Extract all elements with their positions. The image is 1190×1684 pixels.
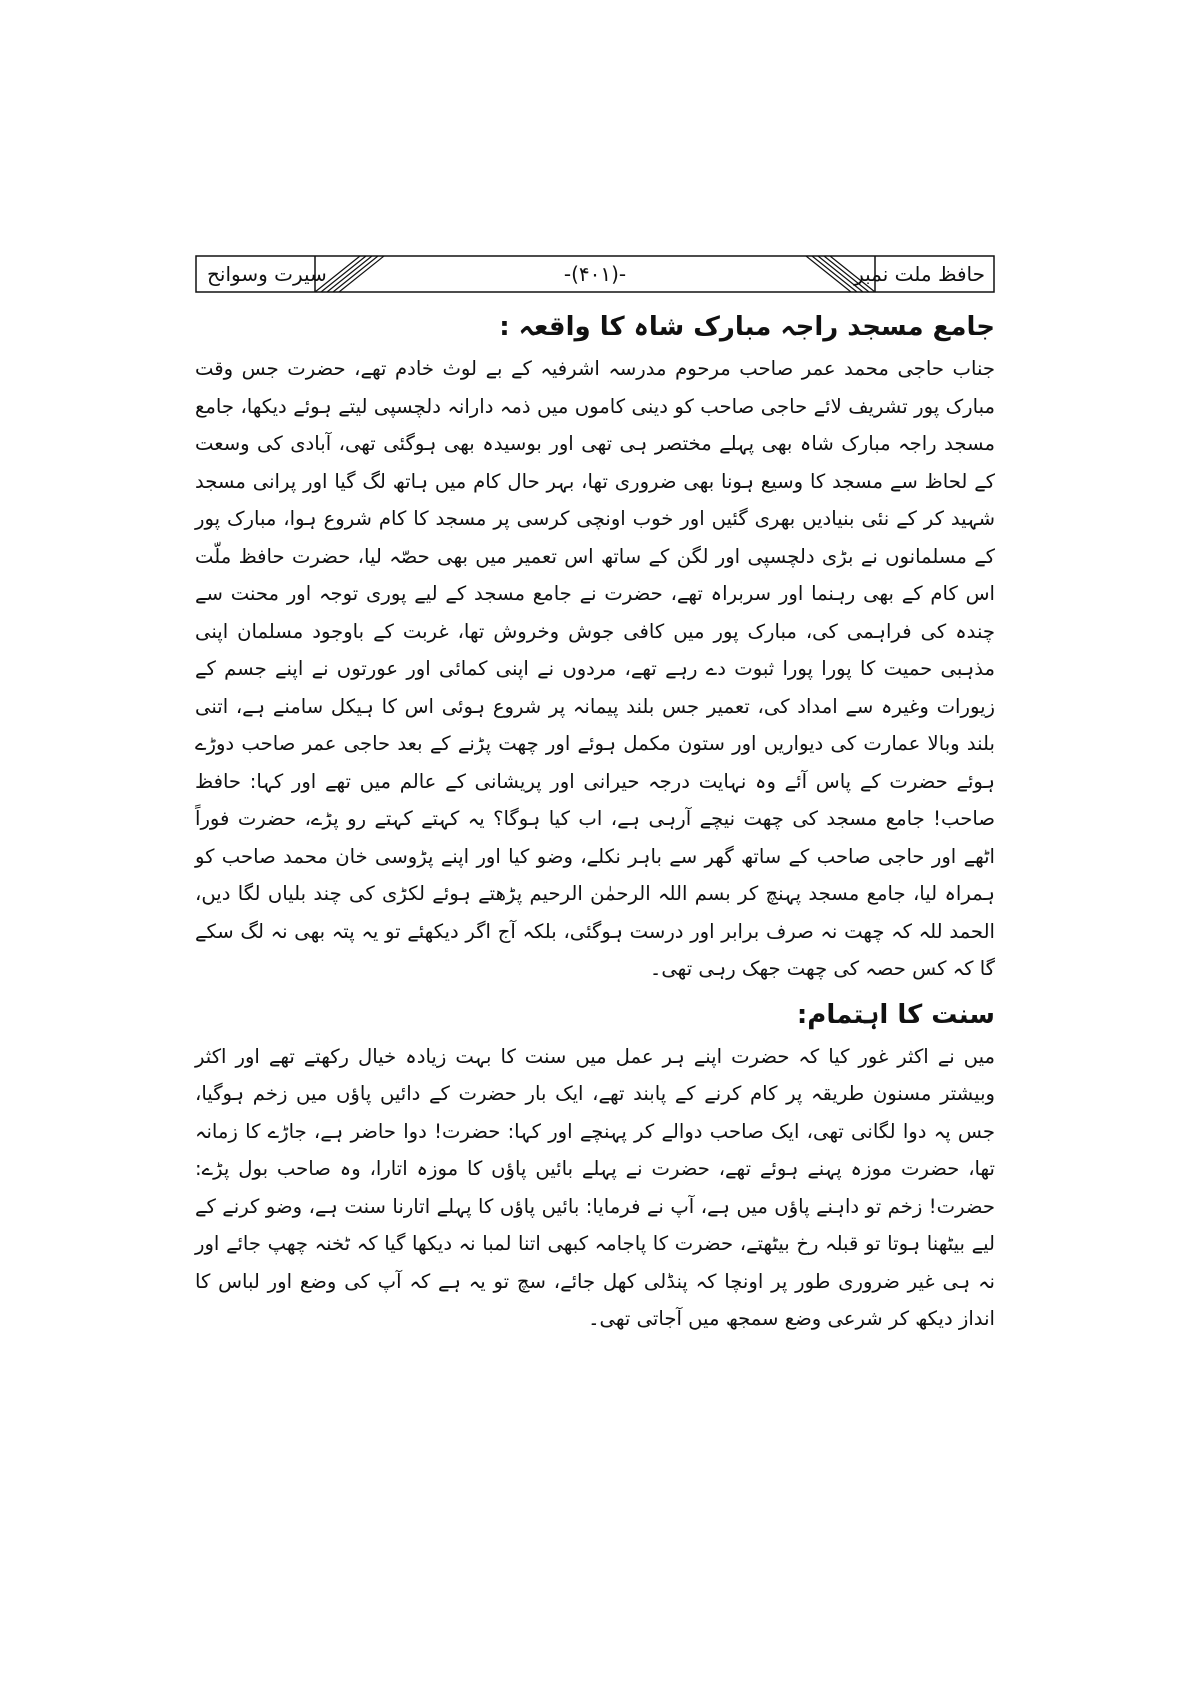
page-number: -(۴۰۱)-	[563, 262, 627, 286]
paragraph-jama-masjid: جناب حاجی محمد عمر صاحب مرحوم مدرسہ اشرفیہ کے بے لوث خادم تھے، حضرت جس وقت مبارک پور تشریف لائے حاجی صاحب کو دینی کاموں میں ذمہ دارانہ دلچسپی لیتے ہوئے دیکھا، جامع مسجد راجہ مبارک شاہ بھی پہلے مختصر ہی تھی اور بوسیدہ بھی ہوگئی تھی، آبادی کی وسعت کے لحاظ سے مسجد کا وسیع ہونا بھی ضروری تھا، بہر حال کام میں ہاتھ لگ گیا اور پرانی مسجد شہید کر کے نئی بنیادیں بھری گئیں اور خوب اونچی کرسی پر مسجد کا کام شروع ہوا، مبارک پور کے مسلمانوں نے بڑی دلچسپی اور لگن کے ساتھ اس تعمیر میں بھی حصّہ لیا، حضرت حافظ ملّت اس کام کے بھی رہنما اور سربراہ تھے، حضرت نے جامع مسجد کے لیے پوری توجہ اور محنت سے چندہ کی فراہمی کی، مبارک پور میں کافی جوش وخروش تھا، غربت کے باوجود مسلمان اپنی مذہبی حمیت کا پورا پورا ثبوت دے رہے تھے، مردوں نے اپنی کمائی اور عورتوں نے اپنے جسم کے زیورات وغیرہ سے امداد کی، تعمیر جس بلند پیمانہ پر شروع ہوئی اس کا ہیکل سامنے ہے، اتنی بلند وبالا عمارت کی دیواریں اور ستون مکمل ہوئے اور چھت پڑنے کے بعد حاجی عمر صاحب دوڑے ہوئے حضرت کے پاس آئے وہ نہایت درجہ حیرانی اور پریشانی کے عالم میں تھے اور کہا: حافظ صاحب! جامع مسجد کی چھت نیچے آرہی ہے، اب کیا ہوگا؟ یہ کہتے کہتے رو پڑے، حضرت فوراً اٹھے اور حاجی صاحب کے ساتھ گھر سے باہر نکلے، وضو کیا اور اپنے پڑوسی خان محمد صاحب کو ہمراہ لیا، جامع مسجد پہنچ کر بسم اللہ الرحمٰن الرحیم پڑھتے ہوئے لکڑی کی چند بلیاں لگا دیں، الحمد للہ کہ چھت نہ صرف برابر اور درست ہوگئی، بلکہ آج اگر دیکھئے تو یہ پتہ بھی نہ لگ سکے گا کہ کس حصہ کی چھت جھک رہی تھی۔	[195, 357, 995, 980]
paragraph-sunnat: میں نے اکثر غور کیا کہ حضرت اپنے ہر عمل میں سنت کا بہت زیادہ خیال رکھتے تھے اور اکثر وبیشتر مسنون طریقہ پر کام کرنے کے پابند تھے، ایک بار حضرت کے دائیں پاؤں میں زخم ہوگیا، جس پہ دوا لگانی تھی، ایک صاحب دوالے کر پہنچے اور کہا: حضرت! دوا حاضر ہے، جاڑے کا زمانہ تھا، حضرت موزہ پہنے ہوئے تھے، حضرت نے پہلے بائیں پاؤں کا موزہ اتارا، وہ صاحب بول پڑے: حضرت! زخم تو داہنے پاؤں میں ہے، آپ نے فرمایا: بائیں پاؤں کا پہلے اتارنا سنت ہے، وضو کرنے کے لیے بیٹھنا ہوتا تو قبلہ رخ بیٹھتے، حضرت کا پاجامہ کبھی اتنا لمبا نہ دیکھا گیا کہ ٹخنہ چھپ جائے اور نہ ہی غیر ضروری طور پر اونچا کہ پنڈلی کھل جائے، سچ تو یہ ہے کہ آپ کی وضع اور لباس کا انداز دیکھ کر شرعی وضع سمجھ میں آجاتی تھی۔	[195, 1044, 995, 1330]
header-section-title: سیرت وسوانح	[207, 262, 327, 286]
header-journal-title: حافظ ملت نمبر	[854, 262, 985, 286]
heading-sunnat: سنت کا اہتمام:	[796, 999, 995, 1030]
heading-jama-masjid: جامع مسجد راجہ مبارک شاہ کا واقعہ :	[499, 312, 995, 342]
page-body	[195, 300, 995, 1338]
page-header	[195, 255, 995, 293]
